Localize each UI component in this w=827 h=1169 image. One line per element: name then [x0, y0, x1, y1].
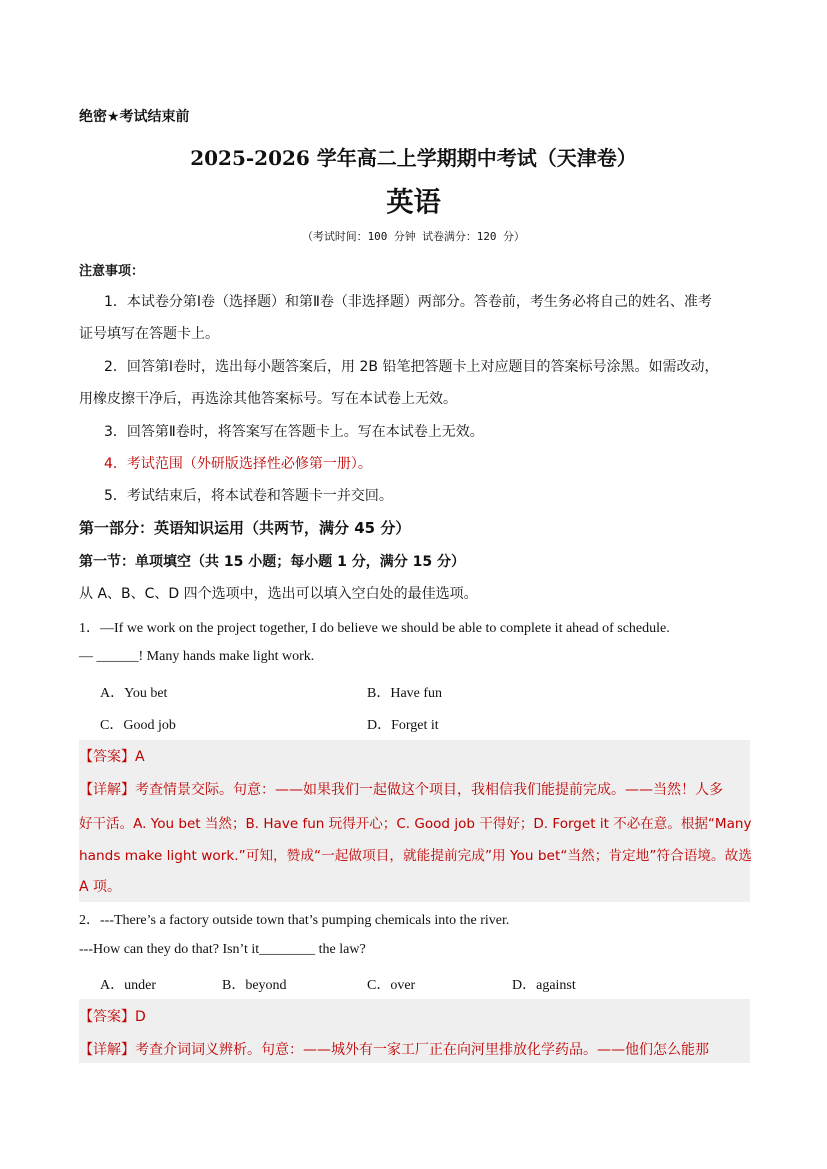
section-instruction: 从 A、B、C、D 四个选项中，选出可以填入空白处的最佳选项。 — [79, 586, 478, 602]
question-2-option-c: C．over — [367, 978, 416, 993]
notice-heading: 注意事项： — [79, 264, 145, 279]
question-2-answer: 【答案】D — [79, 1009, 146, 1025]
notice-item-2-cont: 用橡皮擦干净后，再选涂其他答案标号。写在本试卷上无效。 — [79, 391, 457, 407]
question-1-detail-2: 好干活。A. You bet 当然；B. Have fun 玩得开心；C. Good job 干得好；D. Forget it 不必在意。根据“Many — [79, 816, 752, 832]
question-1-option-c: C．Good job — [100, 718, 176, 733]
exam-title: 2025-2026 学年高二上学期期中考试（天津卷） — [190, 146, 637, 170]
secret-label: 绝密★考试结束前 — [79, 109, 190, 125]
question-1-detail-3: hands make light work.”可知，赞成“一起做项目，就能提前完成”用 You bet“当然；肯定地”符合语境。故选 — [79, 848, 752, 864]
notice-item-1: 1．本试卷分第Ⅰ卷（选择题）和第Ⅱ卷（非选择题）两部分。答卷前，考生务必将自己的姓名、准考 — [104, 294, 712, 310]
question-1-detail-1: 【详解】考查情景交际。句意：——如果我们一起做这个项目，我相信我们能提前完成。——当然！人多 — [79, 782, 723, 798]
exam-info: （考试时间：100 分钟 试卷满分：120 分） — [302, 230, 525, 243]
question-2-reply: ---How can they do that? Isn’t it________ the law? — [79, 942, 366, 957]
notice-item-2: 2．回答第Ⅰ卷时，选出每小题答案后，用 2B 铅笔把答题卡上对应题目的答案标号涂黑。如需改动， — [104, 359, 719, 375]
part-heading: 第一部分：英语知识运用（共两节，满分 45 分） — [79, 519, 411, 537]
question-2-detail-1: 【详解】考查介词词义辨析。句意：——城外有一家工厂正在向河里排放化学药品。——他们怎么能那 — [79, 1042, 709, 1058]
question-1-option-b: B．Have fun — [367, 686, 443, 701]
question-2-option-b: B．beyond — [222, 978, 287, 993]
subject-title: 英语 — [386, 187, 441, 218]
question-1-option-a: A．You bet — [100, 686, 168, 701]
question-1-detail-4: A 项。 — [79, 879, 122, 895]
notice-item-1-cont: 证号填写在答题卡上。 — [79, 326, 219, 342]
notice-item-3: 3．回答第Ⅱ卷时，将答案写在答题卡上。写在本试卷上无效。 — [104, 424, 484, 440]
question-2-option-a: A．under — [100, 978, 156, 993]
question-1-reply: — ______! Many hands make light work. — [79, 649, 315, 664]
question-2-stem: 2．---There’s a factory outside town that’s pumping chemicals into the river. — [79, 913, 510, 928]
question-1-option-d: D．Forget it — [367, 718, 439, 733]
question-1-stem: 1．—If we work on the project together, I do believe we should be able to complete it ahead of schedule. — [79, 621, 670, 636]
section-heading: 第一节：单项填空（共 15 小题；每小题 1 分，满分 15 分） — [79, 554, 465, 570]
question-2-option-d: D．against — [512, 978, 576, 993]
question-1-answer: 【答案】A — [79, 749, 145, 765]
notice-item-5: 5．考试结束后，将本试卷和答题卡一并交回。 — [104, 488, 393, 504]
notice-item-4: 4．考试范围（外研版选择性必修第一册）。 — [104, 456, 372, 472]
